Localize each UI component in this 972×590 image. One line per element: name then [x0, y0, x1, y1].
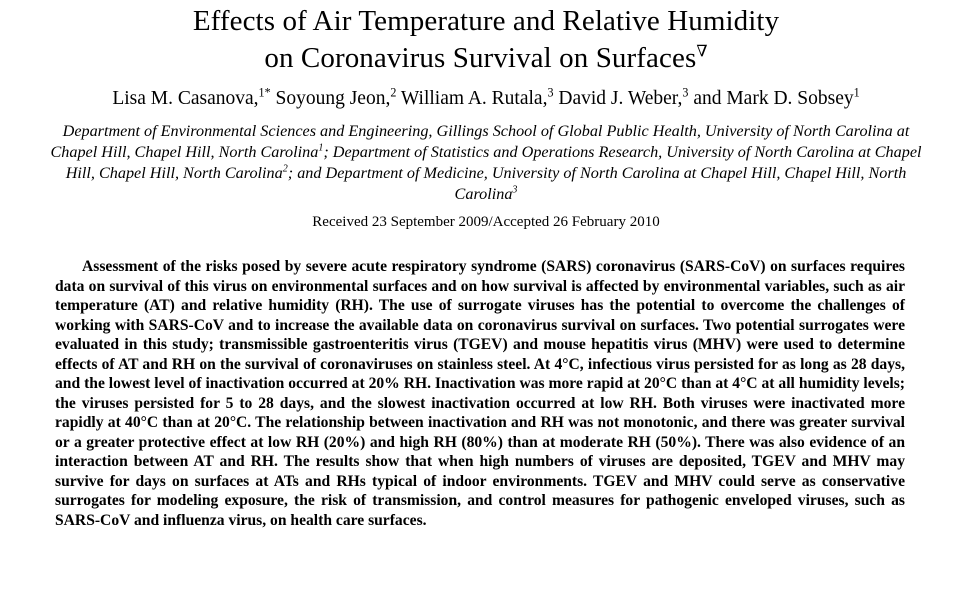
affiliation-sup: 1 [318, 142, 324, 154]
author: Lisa M. Casanova, [112, 88, 259, 109]
author-affiliation-sup: 1* [258, 85, 271, 100]
title-line-2: on Coronavirus Survival on Surfaces [264, 42, 697, 74]
title-footnote-mark: ∇ [696, 43, 708, 61]
affiliation-3: ; and Department of Medicine, University of North Carolina at Chapel Hill, Chapel Hill, North Carolina [287, 164, 907, 203]
author-affiliation-sup: 1 [853, 85, 860, 100]
abstract: Assessment of the risks posed by severe acute respiratory syndrome (SARS) coronavirus (SARS-CoV) on surfaces requires data on survival of this virus on environmental surfaces and on how survival is affected by environmental variables, such as air temperature (AT) and relative humidity (RH). The use of surrogate viruses has the potential to overcome the challenges of working with SARS-CoV and to increase the available data on coronavirus survival on surfaces. Two potential surrogates were evaluated in this study; transmissible gastroenteritis virus (TGEV) and mouse hepatitis virus (MHV) were used to determine effects of AT and RH on the survival of coronaviruses on stainless steel. At 4°C, infectious virus persisted for as long as 28 days, and the lowest level of inactivation occurred at 20% RH. Inactivation was more rapid at 20°C than at 4°C at all humidity levels; the viruses persisted for 5 to 28 days, and the slowest inactivation occurred at low RH. Both viruses were inactivated more rapidly at 40°C than at 20°C. The relationship between inactivation and RH was not monotonic, and there was greater survival or a greater protective effect at low RH (20%) and high RH (80%) than at moderate RH (50%). There was also evidence of an interaction between AT and RH. The results show that when high numbers of viruses are deposited, TGEV and MHV may survive for days on surfaces at ATs and RHs typical of indoor environments. TGEV and MHV could serve as conservative surrogates for modeling exposure, the risk of transmission, and control measures for pathogenic enveloped viruses, such as SARS-CoV and influenza virus, on health care surfaces. [55, 258, 905, 529]
author-list [0, 86, 972, 112]
author: William A. Rutala, [400, 88, 548, 109]
article-title [0, 3, 972, 77]
author: David J. Weber, [558, 88, 683, 109]
affiliation-1: Department of Environmental Sciences and Engineering, Gillings School of Global Public Health, University of North Carolina at Chapel Hill, Chapel Hill, North Carolina [50, 122, 910, 161]
title-line-1: Effects of Air Temperature and Relative Humidity [192, 5, 780, 37]
affiliation-2: ; Department of Statistics and Operations Research, University of North Carolina at Chapel Hill, Chapel Hill, North Carolina [65, 143, 922, 182]
author-affiliation-sup: 2 [390, 85, 397, 100]
received-accepted-dates: Received 23 September 2009/Accepted 26 February 2010 [312, 214, 660, 230]
affiliations [40, 121, 932, 205]
author-affiliation-sup: 3 [547, 85, 554, 100]
author-affiliation-sup: 3 [682, 85, 689, 100]
author: Soyoung Jeon, [275, 88, 391, 109]
affiliation-sup: 3 [512, 184, 518, 196]
affiliation-sup: 2 [282, 163, 288, 175]
author: and Mark D. Sobsey [693, 88, 854, 109]
